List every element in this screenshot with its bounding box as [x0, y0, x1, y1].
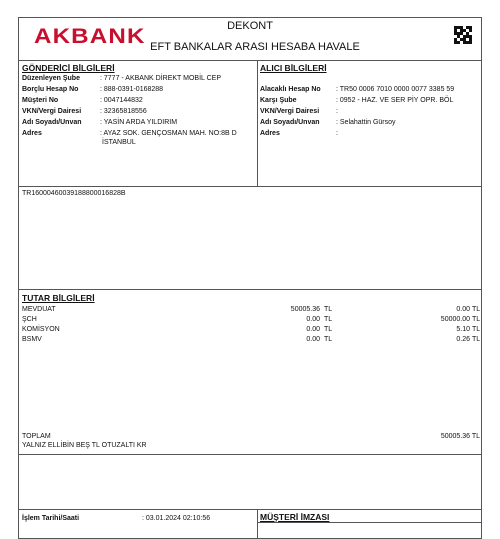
amounts-box	[18, 289, 482, 455]
sender-customer-no-label: Müşteri No	[22, 97, 59, 104]
notes-box	[18, 454, 482, 510]
receiver-name-value: : Selahattin Gürsoy	[336, 119, 396, 126]
receiver-section-title: ALICI BİLGİLERİ	[260, 63, 327, 73]
sender-address-label: Adres	[22, 130, 42, 137]
amount-col1: 50005.36	[290, 306, 320, 313]
qr-code-icon	[454, 26, 472, 44]
party-info-box	[18, 60, 482, 187]
receiver-tax-value: :	[336, 108, 338, 115]
reference-number: TR16000460039188800016828B	[22, 190, 126, 197]
sender-account-value: : 888-0391-0168288	[100, 86, 164, 93]
amount-col1: 0.00	[306, 336, 320, 343]
sender-tax-value: : 32365818556	[100, 108, 147, 115]
amount-col1-currency: TL	[324, 316, 333, 323]
transaction-type: EFT BANKALAR ARASI HESABA HAVALE	[150, 41, 360, 53]
sender-customer-no-value: : 0047144832	[100, 97, 143, 104]
transaction-date-label: İşlem Tarihi/Saati	[22, 515, 80, 522]
sender-name-value: : YASİN ARDA YILDIRIM	[100, 119, 178, 126]
sender-branch-label: Düzenleyen Şube	[22, 75, 80, 82]
receiver-account-label: Alacaklı Hesap No	[260, 86, 321, 93]
amount-col2: 50000.00	[440, 316, 470, 323]
bank-logo: AKBANK	[34, 25, 146, 48]
total-label: TOPLAM	[22, 433, 51, 440]
amount-row-label: KOMİSYON	[22, 326, 60, 333]
amount-col1: 0.00	[306, 316, 320, 323]
amount-col2: 5.10	[456, 326, 470, 333]
customer-signature-label: MÜŞTERİ İMZASI	[260, 512, 330, 522]
amount-col2: 0.26	[456, 336, 470, 343]
footer-box	[18, 509, 482, 539]
amount-col1-currency: TL	[324, 336, 333, 343]
amount-col2-currency: TL	[472, 316, 481, 323]
amounts-section-title: TUTAR BİLGİLERİ	[22, 293, 95, 303]
sender-branch-value: : 7777 - AKBANK DİREKT MOBİL CEP	[100, 75, 221, 82]
sender-address-city: İSTANBUL	[102, 139, 136, 146]
reference-box	[18, 186, 482, 290]
total-in-words: YALNIZ ELLİBİN BEŞ TL OTUZALTI KR	[22, 442, 147, 449]
footer-divider	[257, 509, 258, 539]
sender-account-label: Borçlu Hesap No	[22, 86, 79, 93]
sender-tax-label: VKN/Vergi Dairesi	[22, 108, 82, 115]
transaction-date-value: : 03.01.2024 02:10:56	[142, 515, 211, 522]
receiver-tax-label: VKN/Vergi Dairesi	[260, 108, 320, 115]
amount-col2-currency: TL	[472, 326, 481, 333]
receiver-name-label: Adı Soyadı/Unvan	[260, 119, 320, 126]
amount-col2-currency: TL	[472, 306, 481, 313]
receiver-branch-label: Karşı Şube	[260, 97, 297, 104]
document-type: DEKONT	[227, 20, 273, 32]
sender-section-title: GÖNDERİCİ BİLGİLERİ	[22, 63, 115, 73]
amount-col1-currency: TL	[324, 306, 333, 313]
receiver-address-value: :	[336, 130, 338, 137]
party-divider	[257, 60, 258, 187]
receiver-account-value: : TR50 0006 7010 0000 0077 3385 59	[336, 86, 455, 93]
amount-row-label: MEVDUAT	[22, 306, 56, 313]
amount-col2: 0.00	[456, 306, 470, 313]
receiver-branch-value: : 0952 - HAZ. VE SER PİY OPR. BÖL	[336, 97, 454, 104]
total-value: 50005.36 TL	[440, 433, 480, 440]
amount-row-label: ŞCH	[22, 316, 37, 323]
amount-row-label: BSMV	[22, 336, 42, 343]
amount-col2-currency: TL	[472, 336, 481, 343]
sender-name-label: Adı Soyadı/Unvan	[22, 119, 82, 126]
amount-col1-currency: TL	[324, 326, 333, 333]
signature-underline	[257, 522, 482, 523]
receiver-address-label: Adres	[260, 130, 280, 137]
amount-col1: 0.00	[306, 326, 320, 333]
sender-address-value: : AYAZ SOK. GENÇOSMAN MAH. NO:8B D	[100, 130, 237, 137]
